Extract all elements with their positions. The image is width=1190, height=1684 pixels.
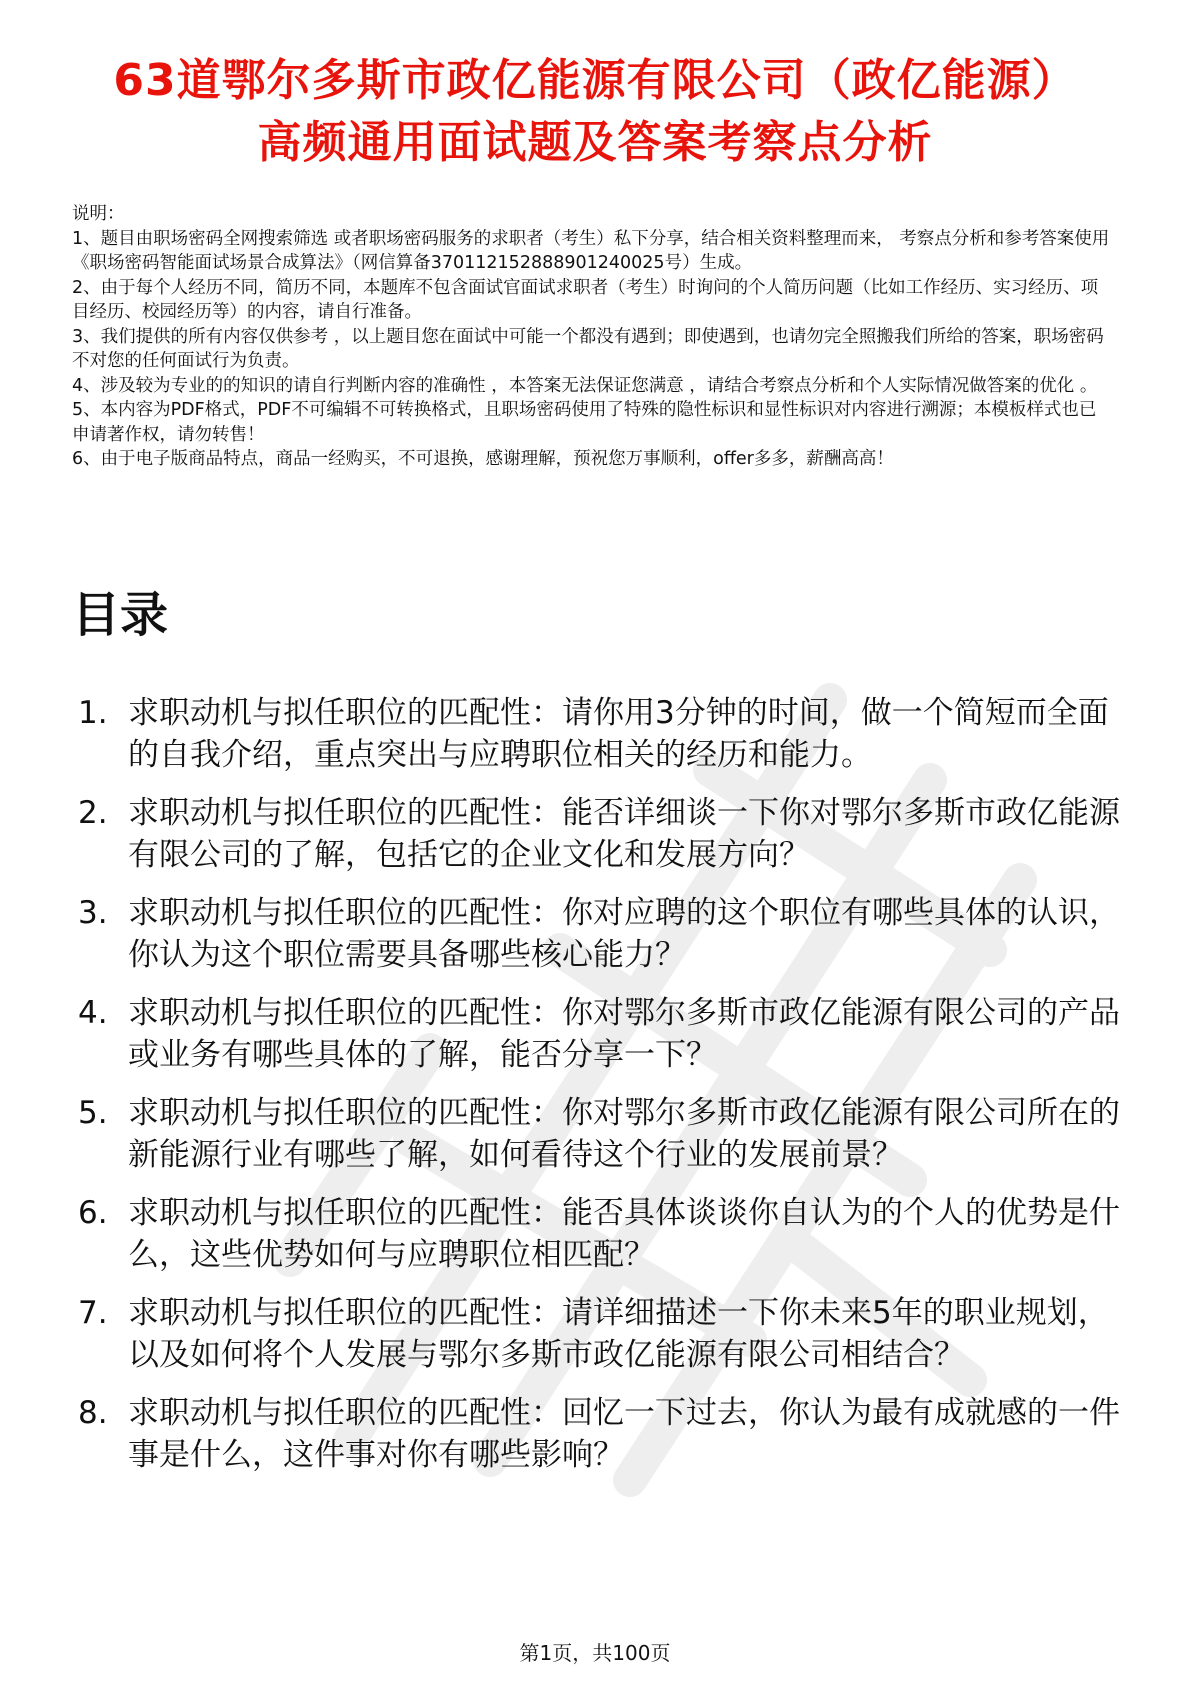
toc-item[interactable] [72,892,1122,976]
toc-item-number: 3. [78,895,108,931]
toc-item-number: 6. [78,1195,108,1231]
toc-item[interactable] [72,992,1122,1076]
toc-item[interactable] [72,1092,1122,1176]
note-item: 4、涉及较为专业的的知识的请自行判断内容的准确性 ，本答案无法保证您满意 ，请结合考察点分析和个人实际情况做答案的优化 。 [72,375,1098,396]
toc-item[interactable] [72,1392,1122,1476]
toc-item-text: 求职动机与拟任职位的匹配性：你对鄂尔多斯市政亿能源有限公司的产品或业务有哪些具体的了解，能否分享一下？ [128,995,1120,1073]
note-item: 3、我们提供的所有内容仅供参考 ，以上题目您在面试中可能一个都没有遇到；即使遇到，也请勿完全照搬我们所给的答案，职场密码不对您的任何面试行为负责。 [72,326,1104,371]
toc-item-number: 1. [78,695,108,731]
toc-item[interactable] [72,692,1122,776]
toc-item-text: 求职动机与拟任职位的匹配性：请你用3分钟的时间，做一个简短而全面的自我介绍，重点突出与应聘职位相关的经历和能力。 [128,695,1109,773]
toc-item-number: 7. [78,1295,108,1331]
note-item: 6、由于电子版商品特点，商品一经购买，不可退换，感谢理解，预祝您万事顺利，offer多多，薪酬高高！ [72,449,894,469]
toc-heading: 目录 [72,587,169,643]
notes-heading: 说明： [72,204,125,224]
toc-item-number: 8. [78,1395,108,1431]
note-item: 5、本内容为PDF格式，PDF不可编辑不可转换格式，且职场密码使用了特殊的隐性标识和显性标识对内容进行溯源；本模板样式也已申请著作权，请勿转售！ [72,400,1097,445]
toc-item-text: 求职动机与拟任职位的匹配性：你对应聘的这个职位有哪些具体的认识，你认为这个职位需要具备哪些核心能力？ [128,895,1120,973]
toc-item-number: 5. [78,1095,108,1131]
toc-item[interactable] [72,792,1122,876]
toc-item[interactable] [72,1292,1122,1376]
toc-item-text: 求职动机与拟任职位的匹配性：回忆一下过去，你认为最有成就感的一件事是什么，这件事对你有哪些影响？ [128,1395,1120,1473]
toc-item-text: 求职动机与拟任职位的匹配性：你对鄂尔多斯市政亿能源有限公司所在的新能源行业有哪些了解，如何看待这个行业的发展前景？ [128,1095,1120,1173]
toc-list [72,692,1122,1492]
page-footer: 第1页，共100页 [519,1641,671,1665]
note-item: 2、由于每个人经历不同，简历不同，本题库不包含面试官面试求职者（考生）时询问的个人简历问题（比如工作经历、实习经历、项目经历、校园经历等）的内容，请自行准备。 [72,277,1099,322]
toc-item-text: 求职动机与拟任职位的匹配性：请详细描述一下你未来5年的职业规划，以及如何将个人发展与鄂尔多斯市政亿能源有限公司相结合？ [128,1295,1109,1373]
toc-item-text: 求职动机与拟任职位的匹配性：能否详细谈一下你对鄂尔多斯市政亿能源有限公司的了解，包括它的企业文化和发展方向？ [128,795,1120,873]
toc-item-text: 求职动机与拟任职位的匹配性：能否具体谈谈你自认为的个人的优势是什么，这些优势如何与应聘职位相匹配？ [128,1195,1120,1273]
toc-item-number: 2. [78,795,108,831]
toc-item[interactable] [72,1192,1122,1276]
toc-item-number: 4. [78,995,108,1031]
page-title: 63道鄂尔多斯市政亿能源有限公司（政亿能源）高频通用面试题及答案考察点分析 [113,55,1077,168]
notes-section [72,202,1112,472]
note-item: 1、题目由职场密码全网搜索筛选 或者职场密码服务的求职者（考生）私下分享，结合相关资料整理而来， 考察点分析和参考答案使用《职场密码智能面试场景合成算法》（网信算备370112152888901240025号）生成。 [72,228,1110,273]
